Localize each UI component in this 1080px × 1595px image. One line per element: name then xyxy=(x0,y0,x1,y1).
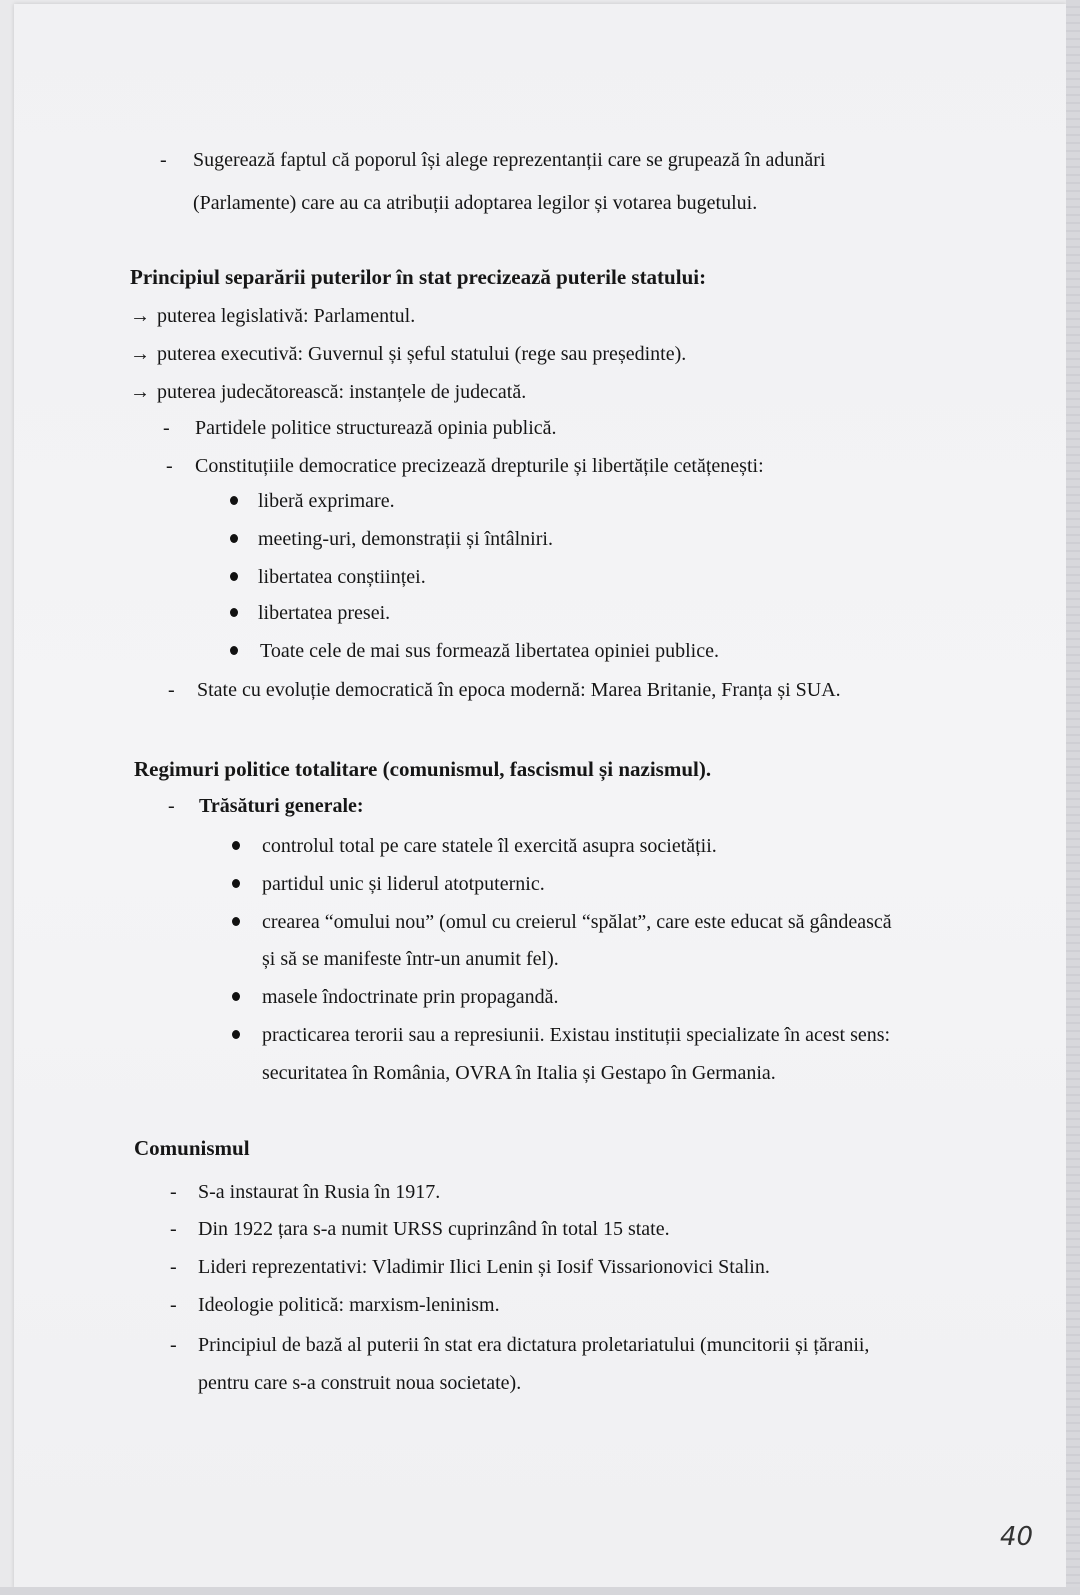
section-heading-separation: Principiul separării puterilor în stat precizează puterile statului: xyxy=(130,265,707,289)
dash-marker: - xyxy=(168,795,175,817)
bullet-item: masele îndoctrinate prin propagandă. xyxy=(262,986,559,1008)
arrow-icon: → xyxy=(130,343,150,365)
bullet-icon xyxy=(232,1030,240,1039)
dash-marker: - xyxy=(166,455,173,477)
page-edge-bottom xyxy=(0,1587,1080,1595)
bullet-item: meeting-uri, demonstrații și întâlniri. xyxy=(258,528,553,550)
bullet-item: Toate cele de mai sus formează libertatea opiniei publice. xyxy=(260,640,719,662)
bullet-item: crearea “omului nou” (omul cu creierul “spălat”, care este educat să gândească xyxy=(262,911,892,933)
bullet-icon xyxy=(232,879,240,888)
dash-marker: - xyxy=(170,1181,177,1203)
arrow-icon: → xyxy=(130,305,150,327)
list-item: Constituțiile democratice precizează drepturile și libertățile cetățenești: xyxy=(195,455,764,477)
dash-marker: - xyxy=(163,417,170,439)
bullet-item: controlul total pe care statele îl exercită asupra societății. xyxy=(262,835,717,857)
page-edge xyxy=(1066,0,1080,1595)
bullet-icon xyxy=(230,534,238,543)
bullet-icon xyxy=(232,917,240,926)
power-item: puterea judecătorească: instanțele de judecată. xyxy=(157,381,527,403)
bullet-item-cont: și să se manifeste într-un anumit fel). xyxy=(262,948,559,970)
bullet-item: practicarea terorii sau a represiunii. Existau instituții specializate în acest sens: xyxy=(262,1024,891,1046)
list-item: Ideologie politică: marxism-leninism. xyxy=(198,1294,500,1316)
dash-marker: - xyxy=(168,679,175,701)
list-item: Lideri reprezentativi: Vladimir Ilici Lenin și Iosif Vissarionovici Stalin. xyxy=(198,1256,770,1278)
intro-line: (Parlamente) care au ca atribuții adoptarea legilor și votarea bugetului. xyxy=(193,192,758,214)
list-item: Partidele politice structurează opinia publică. xyxy=(195,417,557,439)
dash-marker: - xyxy=(160,149,167,171)
list-item: Din 1922 țara s-a numit URSS cuprinzând în total 15 state. xyxy=(198,1218,670,1240)
bullet-item: partidul unic și liderul atotputernic. xyxy=(262,873,545,895)
section-heading-totalitarian: Regimuri politice totalitare (comunismul, fascismul și nazismul). xyxy=(134,757,712,781)
bullet-item: liberă exprimare. xyxy=(258,490,395,512)
bullet-icon xyxy=(230,572,238,581)
section-heading-communism: Comunismul xyxy=(134,1136,250,1160)
dash-marker: - xyxy=(170,1294,177,1316)
bullet-item: libertatea conștiinței. xyxy=(258,566,426,588)
dash-marker: - xyxy=(170,1256,177,1278)
list-item: S-a instaurat în Rusia în 1917. xyxy=(198,1181,441,1203)
arrow-icon: → xyxy=(130,381,150,403)
bullet-item-cont: securitatea în România, OVRA în Italia și Gestapo în Germania. xyxy=(262,1062,776,1084)
bullet-icon xyxy=(232,841,240,850)
list-item-cont: pentru care s-a construit noua societate). xyxy=(198,1372,522,1394)
page-number: 40 xyxy=(1000,1522,1034,1552)
power-item: puterea executivă: Guvernul și șeful statului (rege sau președinte). xyxy=(157,343,687,365)
dash-marker: - xyxy=(170,1334,177,1356)
dash-marker: - xyxy=(170,1218,177,1240)
bullet-icon xyxy=(230,496,238,505)
intro-line: Sugerează faptul că poporul își alege reprezentanții care se grupează în adunări xyxy=(193,149,826,171)
list-item: Principiul de bază al puterii în stat era dictatura proletariatului (muncitorii și țăranii, xyxy=(198,1334,870,1356)
bullet-item: libertatea presei. xyxy=(258,602,391,624)
bullet-icon xyxy=(230,646,238,655)
power-item: puterea legislativă: Parlamentul. xyxy=(157,305,416,327)
bullet-icon xyxy=(230,608,238,617)
subheading: Trăsături generale: xyxy=(199,795,364,817)
list-item: State cu evoluție democratică în epoca modernă: Marea Britanie, Franța și SUA. xyxy=(197,679,841,701)
bullet-icon xyxy=(232,992,240,1001)
